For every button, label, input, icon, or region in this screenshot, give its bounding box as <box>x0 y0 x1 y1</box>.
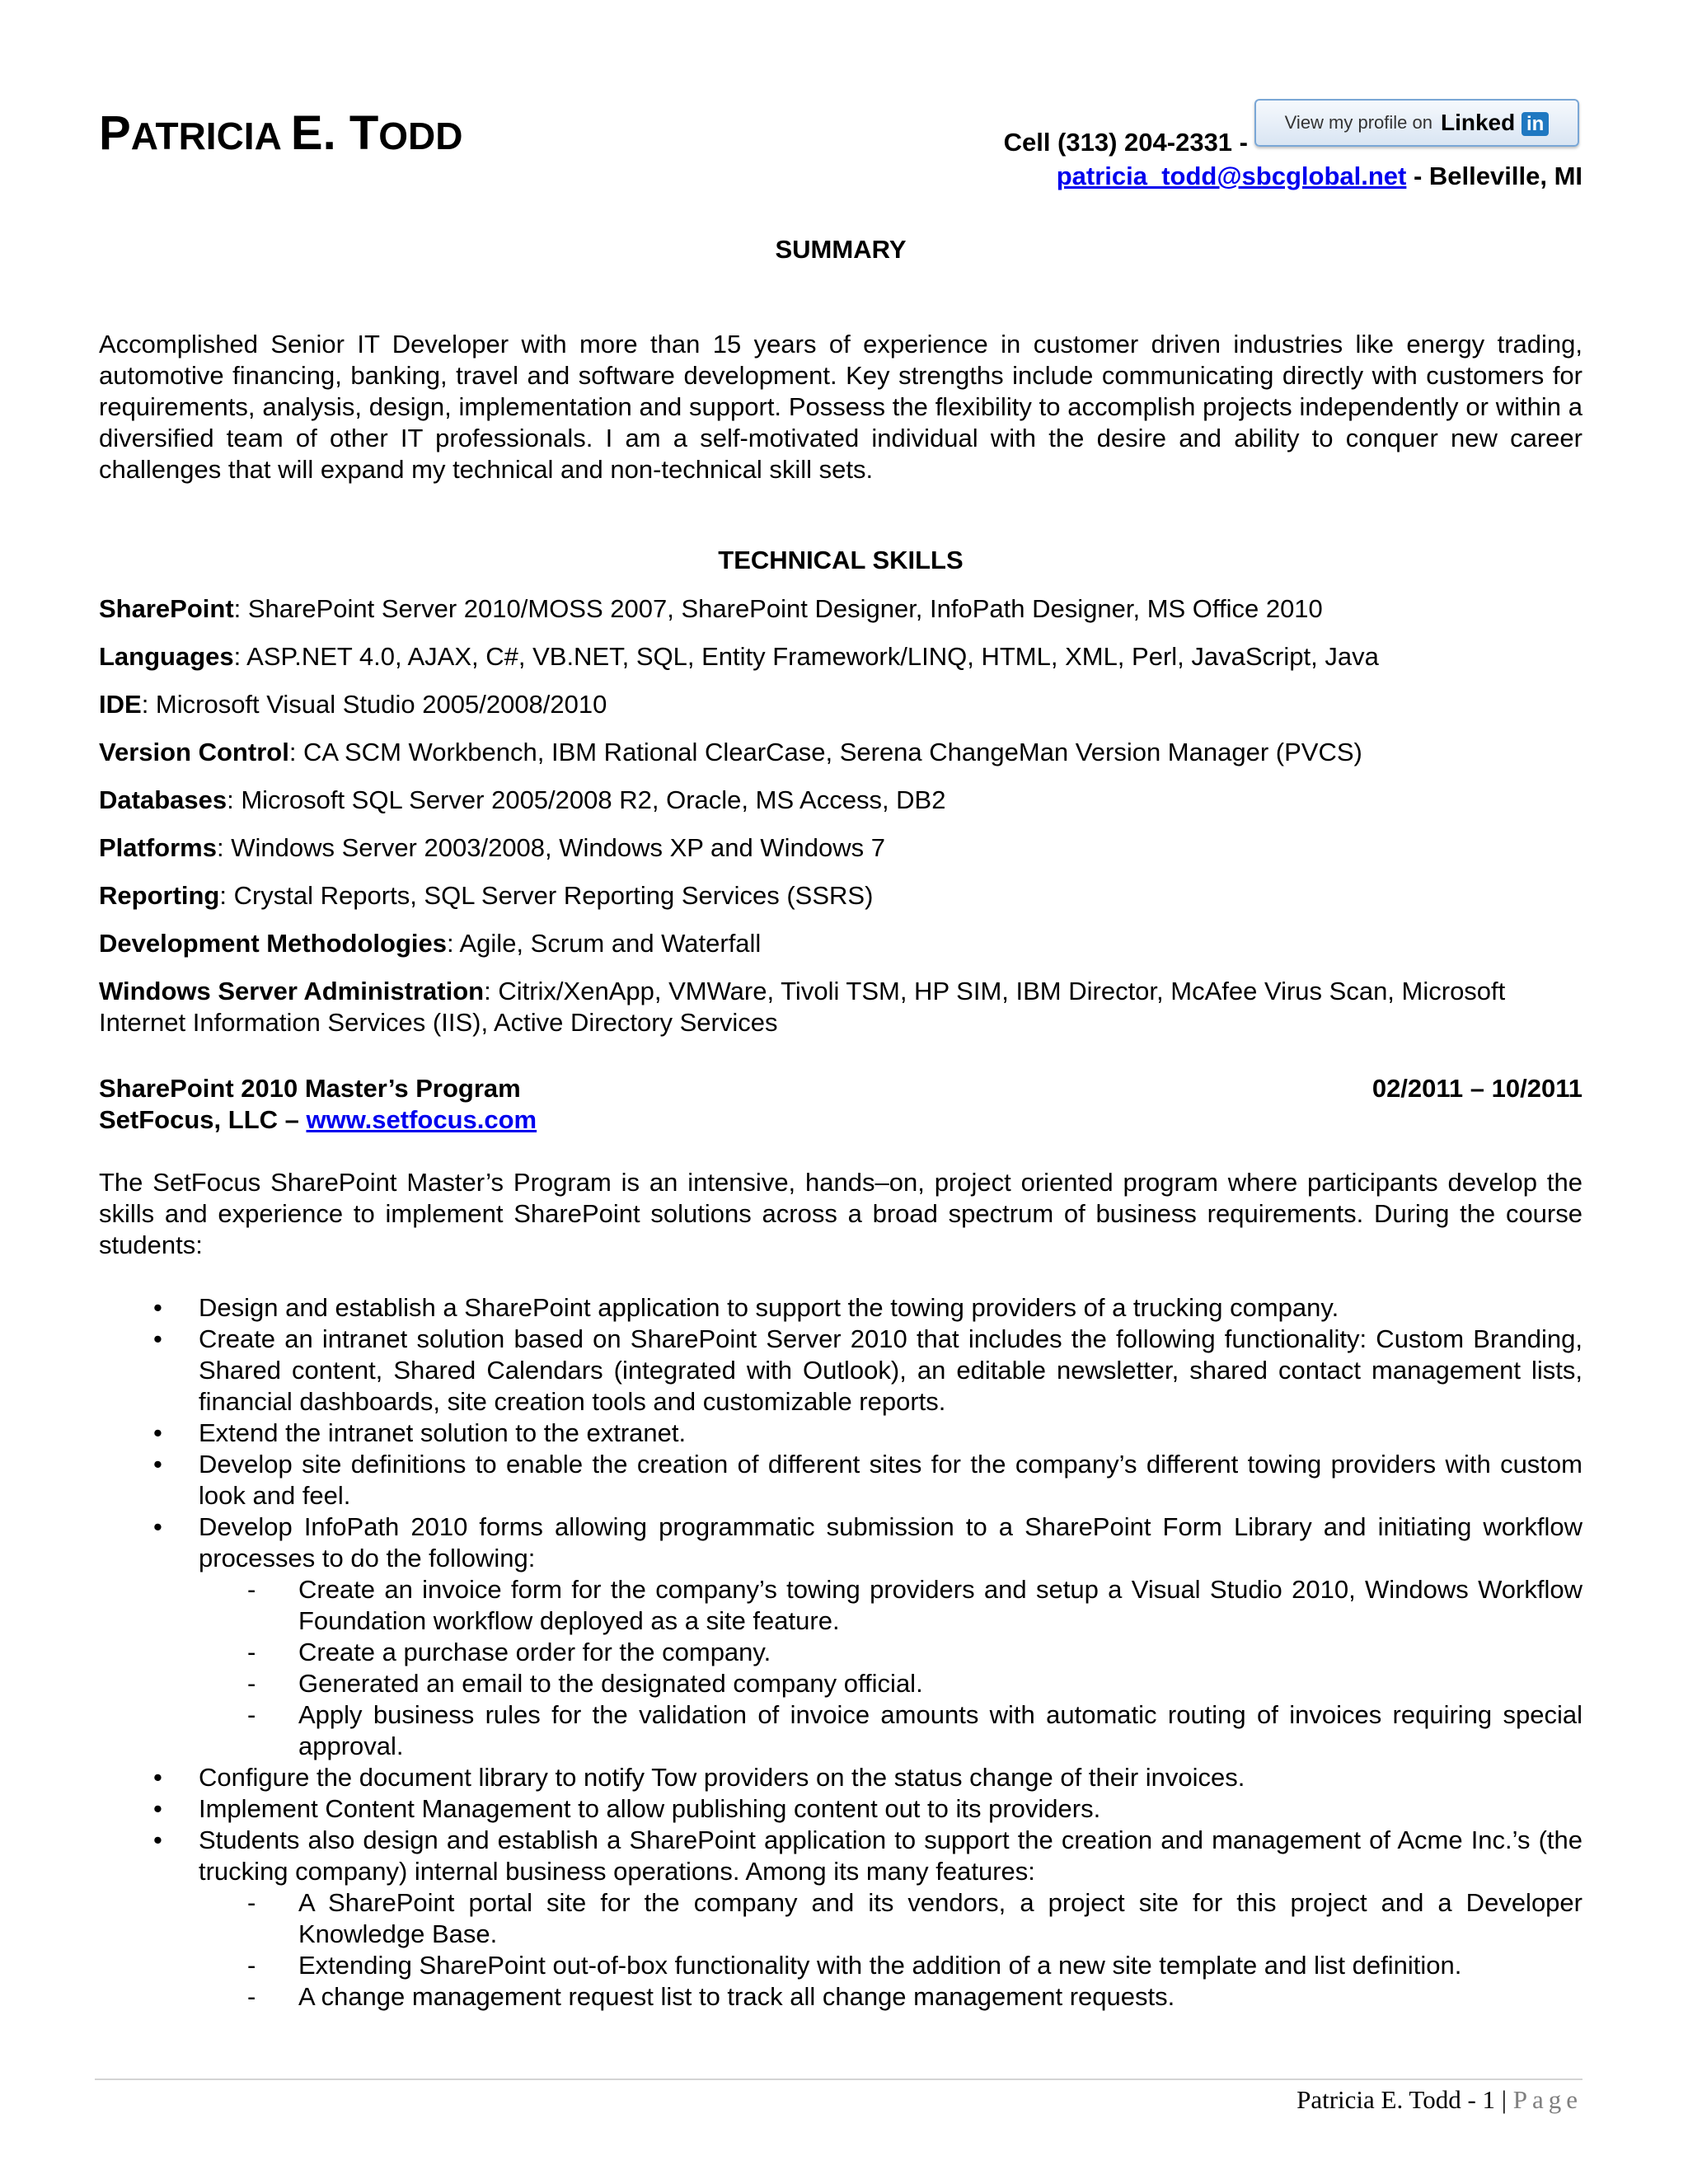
bullet-icon: • <box>153 1450 162 1479</box>
skill-label: Version Control <box>99 738 289 766</box>
list-item <box>99 1511 1582 1762</box>
dash-icon: - <box>247 1700 256 1729</box>
program-org: SetFocus, LLC – www.setfocus.com <box>99 1105 537 1134</box>
list-item <box>99 1793 1582 1825</box>
bullet-text: Develop site definitions to enable the creation of different sites for the company’s different towing providers with custom look and feel. <box>199 1450 1582 1510</box>
linkedin-logo-icon: Linked in <box>1441 110 1549 136</box>
skill-row <box>99 928 1582 959</box>
skill-value: : Agile, Scrum and Waterfall <box>446 929 762 958</box>
skill-label: Windows Server Administration <box>99 977 485 1005</box>
skill-row <box>99 689 1582 720</box>
sub-item-text: A change management request list to track all change management requests. <box>298 1982 1175 2011</box>
sub-list-item <box>99 1887 1582 1950</box>
bullet-text: Create an intranet solution based on SharePoint Server 2010 that includes the following functionality: Custom Branding, Shared content, Shared Calendars (integrated with Outlook), an editable newsletter, shared contact management lists, financial dashboards, site creation tools and customizable reports. <box>199 1324 1582 1416</box>
dash-icon: - <box>247 1888 256 1917</box>
skills-list <box>99 593 1582 1038</box>
sub-list-item <box>99 1699 1582 1762</box>
linkedin-view-label: View my profile on <box>1284 112 1432 133</box>
skill-row <box>99 641 1582 673</box>
sub-item-text: Extending SharePoint out-of-box functionality with the addition of a new site template and list definition. <box>298 1951 1462 1980</box>
skill-label: Platforms <box>99 833 217 862</box>
skill-label: Development Methodologies <box>99 929 447 958</box>
skill-label: SharePoint <box>99 594 234 623</box>
skill-row <box>99 737 1582 768</box>
bullet-icon: • <box>153 1293 162 1322</box>
skill-row <box>99 593 1582 625</box>
dash-icon: - <box>247 1982 256 2011</box>
skill-row <box>99 880 1582 912</box>
list-item <box>99 1292 1582 1324</box>
list-item <box>99 1449 1582 1511</box>
technical-skills-title: TECHNICAL SKILLS <box>718 546 964 574</box>
skill-row <box>99 785 1582 816</box>
sub-list-item <box>99 1668 1582 1699</box>
sub-list <box>199 1574 1582 1762</box>
skill-row <box>99 832 1582 864</box>
sub-item-text: Create a purchase order for the company. <box>298 1638 771 1666</box>
skill-label: Databases <box>99 785 227 814</box>
bullet-icon: • <box>153 1418 162 1447</box>
list-item <box>99 1418 1582 1449</box>
bullet-text: Develop InfoPath 2010 forms allowing programmatic submission to a SharePoint Form Library and initiating workflow processes to do the following: <box>199 1512 1582 1572</box>
skill-label: Languages <box>99 642 234 671</box>
list-item <box>99 1825 1582 2013</box>
bullet-icon: • <box>153 1324 162 1353</box>
location: - Belleville, MI <box>1406 162 1582 190</box>
contact-line <box>1057 162 1582 191</box>
bullet-text: Extend the intranet solution to the extranet. <box>199 1418 687 1447</box>
email-link[interactable]: patricia_todd@sbcglobal.net <box>1056 162 1407 190</box>
program-intro: The SetFocus SharePoint Master’s Program is an intensive, hands–on, project oriented program where participants develop the skills and experience to implement SharePoint solutions across a broad spectrum of business requirements. During the course students: <box>99 1168 1582 1259</box>
sub-list-item <box>99 1574 1582 1637</box>
skill-label: Reporting <box>99 881 220 910</box>
skill-value: : SharePoint Server 2010/MOSS 2007, SharePoint Designer, InfoPath Designer, MS Office 2010 <box>233 594 1323 623</box>
linkedin-profile-button[interactable] <box>1254 99 1579 147</box>
skill-value: : Microsoft SQL Server 2005/2008 R2, Oracle, MS Access, DB2 <box>227 785 946 814</box>
resume-header <box>99 91 1582 239</box>
summary-text: Accomplished Senior IT Developer with more than 15 years of experience in customer driven industries like energy trading, automotive financing, banking, travel and software development. Key strengths include communicating directly with customers for requirements, analysis, design, implementation and support. Possess the flexibility to accomplish projects independently or within a diversified team of other IT professionals. I am a self-motivated individual with the desire and ability to conquer new career challenges that will expand my technical and non-technical skill sets. <box>99 330 1582 484</box>
summary-title: SUMMARY <box>775 235 907 264</box>
bullet-icon: • <box>153 1794 162 1823</box>
bullet-icon: • <box>153 1763 162 1792</box>
resume-page <box>99 91 1582 2013</box>
skill-value: : ASP.NET 4.0, AJAX, C#, VB.NET, SQL, Entity Framework/LINQ, HTML, XML, Perl, JavaScript, Java <box>233 642 1379 671</box>
bullet-icon: • <box>153 1512 162 1541</box>
dash-icon: - <box>247 1575 256 1604</box>
bullet-text: Implement Content Management to allow publishing content out to its providers. <box>199 1794 1101 1823</box>
dash-icon: - <box>247 1638 256 1666</box>
sub-item-text: Create an invoice form for the company’s towing providers and setup a Visual Studio 2010, Windows Workflow Foundation workflow deployed as a site feature. <box>298 1575 1582 1635</box>
skill-value: : Citrix/XenApp, VMWare, Tivoli TSM, HP SIM, IBM Director, McAfee Virus Scan, Microsoft Internet Information Services (IIS), Active Directory Services <box>99 977 1506 1037</box>
dash-icon: - <box>247 1669 256 1698</box>
skill-label: IDE <box>99 690 142 719</box>
program-bullet-list <box>99 1292 1582 2013</box>
sub-item-text: A SharePoint portal site for the company and its vendors, a project site for this project and a Developer Knowledge Base. <box>298 1888 1582 1948</box>
bullet-icon: • <box>153 1825 162 1854</box>
sub-item-text: Apply business rules for the validation of invoice amounts with automatic routing of invoices requiring special approval. <box>298 1700 1582 1760</box>
skill-value: : Windows Server 2003/2008, Windows XP and Windows 7 <box>216 833 885 862</box>
sub-list <box>199 1887 1582 2013</box>
list-item <box>99 1324 1582 1418</box>
setfocus-link[interactable]: www.setfocus.com <box>306 1105 537 1134</box>
page-footer: Patricia E. Todd - 1 | Page <box>1296 2085 1582 2114</box>
cell-phone: Cell (313) 204-2331 - <box>1003 128 1248 157</box>
program-dates: 02/2011 – 10/2011 <box>1372 1074 1582 1103</box>
skill-value: : Microsoft Visual Studio 2005/2008/2010 <box>141 690 607 719</box>
program-title: SharePoint 2010 Master’s Program <box>99 1074 521 1103</box>
bullet-text: Design and establish a SharePoint application to support the towing providers of a trucking company. <box>199 1293 1339 1322</box>
page-label: Page <box>1512 2085 1582 2114</box>
bullet-text: Students also design and establish a SharePoint application to support the creation and management of Acme Inc.’s (the trucking company) internal business operations. Among its many features: <box>199 1825 1582 1886</box>
skill-value: : CA SCM Workbench, IBM Rational ClearCase, Serena ChangeMan Version Manager (PVCS) <box>288 738 1362 766</box>
dash-icon: - <box>247 1951 256 1980</box>
sub-list-item <box>99 1981 1582 2013</box>
sub-list-item <box>99 1637 1582 1668</box>
sub-item-text: Generated an email to the designated company official. <box>298 1669 923 1698</box>
bullet-text: Configure the document library to notify Tow providers on the status change of their invoices. <box>199 1763 1245 1792</box>
program-heading <box>99 1073 1582 1136</box>
candidate-name: PATRICIA E. TODD <box>99 106 463 160</box>
skill-value: : Crystal Reports, SQL Server Reporting Services (SSRS) <box>219 881 874 910</box>
sub-list-item <box>99 1950 1582 1981</box>
footer-divider <box>95 2079 1582 2080</box>
skill-row <box>99 976 1582 1038</box>
list-item <box>99 1762 1582 1793</box>
